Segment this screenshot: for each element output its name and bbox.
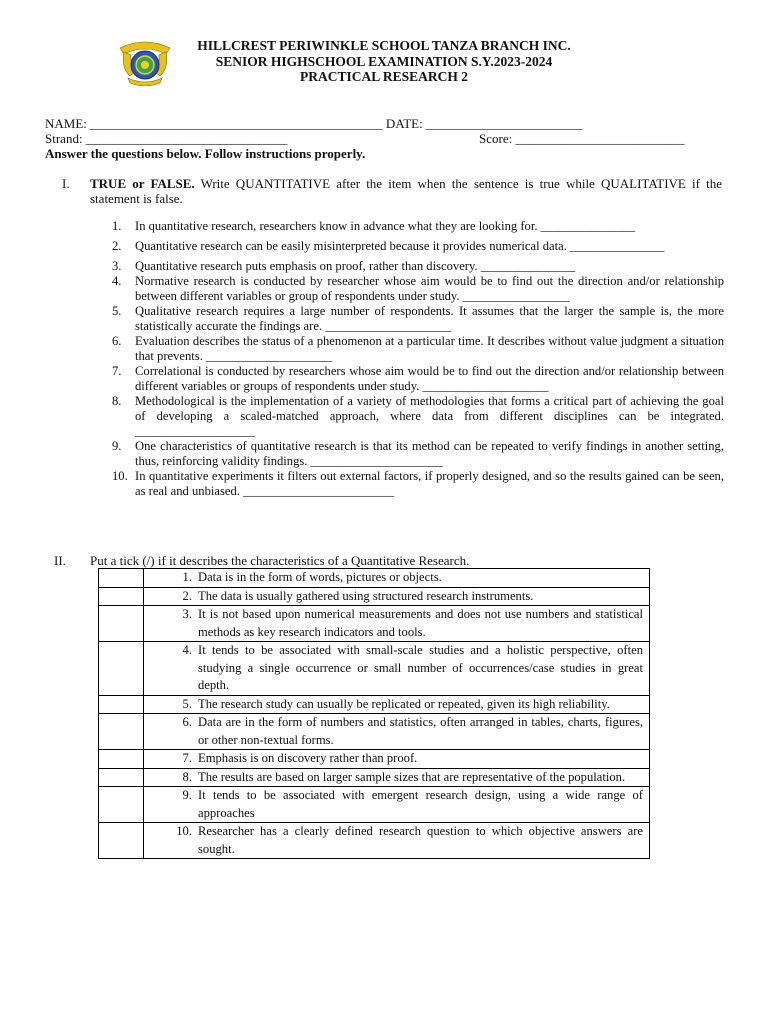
name-date-line: NAME: _____________________________________________ DATE: ________________________ (45, 116, 582, 131)
table-row: 7. Emphasis is on discovery rather than proof. (99, 750, 650, 769)
table-row: 4. It tends to be associated with small-scale studies and a holistic perspective, often studying a single occurrence or small number of occurrences/case studies in great depth. (99, 642, 650, 696)
section-1-instruction (90, 176, 722, 206)
table-row: 8. The results are based on larger sample sizes that are representative of the population. (99, 768, 650, 787)
section-2-number: II. (54, 553, 66, 568)
tick-box[interactable] (99, 787, 144, 823)
section-1-number: I. (62, 176, 70, 191)
list-item: 4. Normative research is conducted by researcher whose aim would be to find out the direction and/or relationship between different variables or group of respondents under study. _________________ (112, 274, 724, 303)
general-instructions: Answer the questions below. Follow instructions properly. (45, 146, 366, 161)
table-row: 6. Data are in the form of numbers and statistics, often arranged in tables, charts, figures, or other non-textual forms. (99, 714, 650, 750)
section-1-title: TRUE or FALSE. (90, 176, 195, 191)
tick-box[interactable] (99, 750, 144, 769)
list-item: 7. Correlational is conducted by researchers whose aim would be to find out the direction and/or relationship between different variables or groups of respondents under study. ____________________ (112, 364, 724, 393)
tick-table (98, 568, 650, 859)
tick-box[interactable] (99, 695, 144, 714)
table-row: 3. It is not based upon numerical measurements and does not use numbers and statistical methods as key research indicators and tools. (99, 606, 650, 642)
table-row: 1. Data is in the form of words, pictures or objects. (99, 569, 650, 588)
list-item: 5. Qualitative research requires a large number of respondents. It assumes that the larger the sample is, the more statistically accurate the findings are. ____________________ (112, 304, 724, 333)
list-item: 6. Evaluation describes the status of a phenomenon at a particular time. It describes without value judgment a situation that prevents. ____________________ (112, 334, 724, 363)
tick-box[interactable] (99, 714, 144, 750)
section-2-instruction: Put a tick (/) if it describes the characteristics of a Quantitative Research. (90, 553, 470, 568)
tick-box[interactable] (99, 587, 144, 606)
score-line: Score: __________________________ (479, 131, 685, 146)
tick-box[interactable] (99, 642, 144, 696)
section-1-instruction-text: Write QUANTITATIVE after the item when the sentence is true while QUALITATIVE if the statement is false. (90, 176, 722, 206)
tick-box[interactable] (99, 823, 144, 859)
exam-header (0, 38, 768, 85)
list-item: 10. In quantitative experiments it filters out external factors, if properly designed, and so the results gained can be seen, as real and unbiased. ________________________ (112, 469, 724, 498)
list-item: 9. One characteristics of quantitative research is that its method can be repeated to verify findings in another setting, thus, reinforcing validity findings. _____________________ (112, 439, 724, 468)
list-item: 3. Quantitative research puts emphasis on proof, rather than discovery. _______________ (112, 259, 576, 273)
list-item: 8. Methodological is the implementation of a variety of methodologies that forms a critical part of achieving the goal of developing a scaled-matched approach, where data from different disciplines can be integrated. ___________________ (112, 394, 724, 438)
list-item: 1. In quantitative research, researchers know in advance what they are looking for. _______________ (112, 219, 636, 233)
tick-box[interactable] (99, 569, 144, 588)
section-1-items (112, 219, 724, 499)
table-row: 2. The data is usually gathered using structured research instruments. (99, 587, 650, 606)
table-row: 5. The research study can usually be replicated or repeated, given its high reliability. (99, 695, 650, 714)
strand-line: Strand: _______________________________ (45, 131, 288, 146)
subject-title: PRACTICAL RESEARCH 2 (299, 69, 469, 84)
table-row: 10. Researcher has a clearly defined research question to which objective answers are sought. (99, 823, 650, 859)
tick-box[interactable] (99, 606, 144, 642)
list-item: 2. Quantitative research can be easily misinterpreted because it provides numerical data. _______________ (112, 239, 665, 253)
school-name: HILLCREST PERIWINKLE SCHOOL TANZA BRANCH INC. (197, 38, 571, 53)
tick-box[interactable] (99, 768, 144, 787)
table-row: 9. It tends to be associated with emergent research design, using a wide range of approaches (99, 787, 650, 823)
exam-title: SENIOR HIGHSCHOOL EXAMINATION S.Y.2023-2024 (215, 53, 553, 69)
